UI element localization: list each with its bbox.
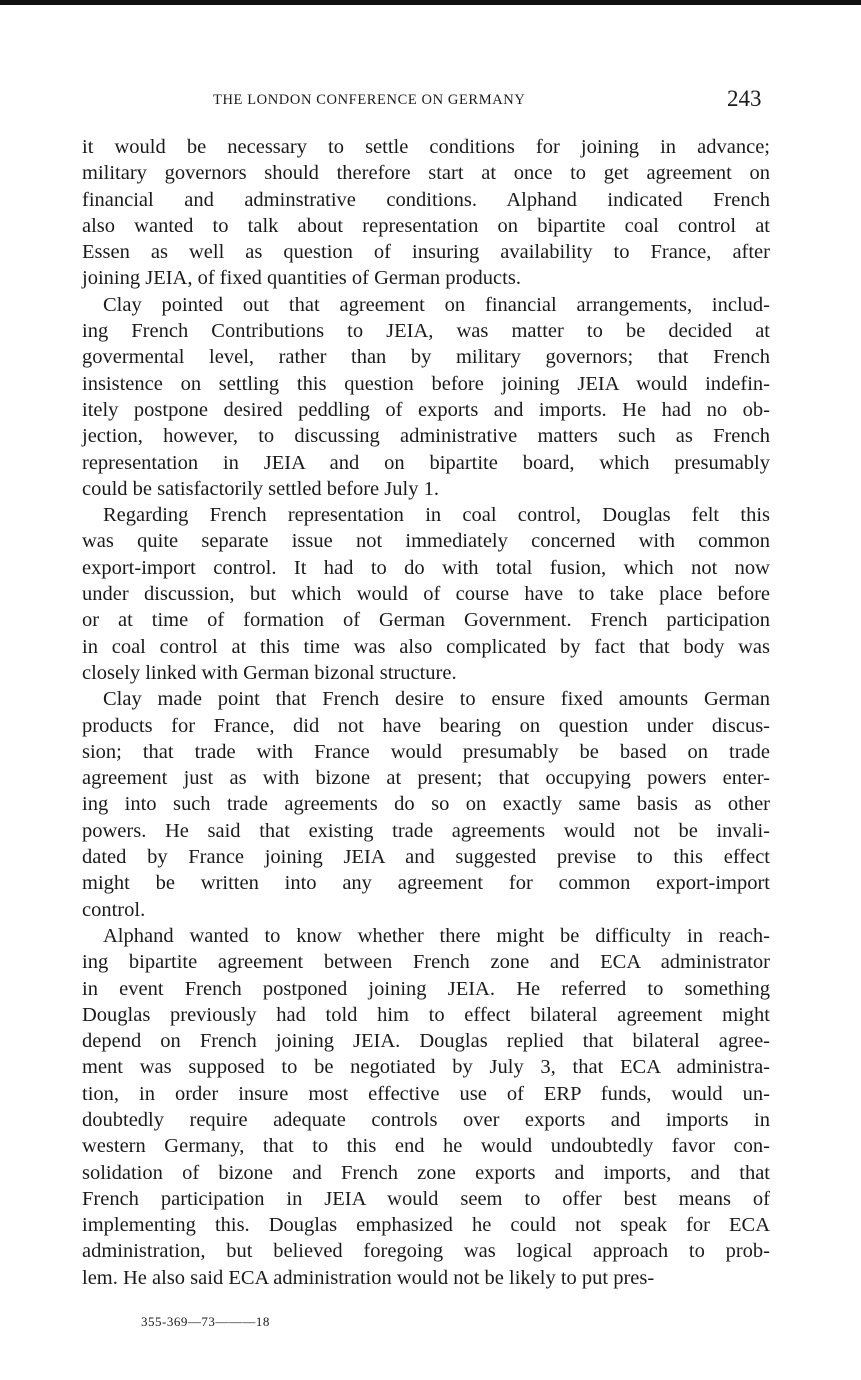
text-line: tion, in order insure most effective use of ERP funds, would un- bbox=[82, 1082, 770, 1105]
text-line: ment was supposed to be negotiated by July 3, that ECA administra- bbox=[82, 1056, 770, 1079]
text-line: implementing this. Douglas emphasized he could not speak for ECA bbox=[82, 1214, 770, 1237]
text-line: govermental level, rather than by military governors; that French bbox=[82, 346, 770, 369]
text-line: French participation in JEIA would seem to offer best means of bbox=[82, 1187, 770, 1210]
text-line: ing into such trade agreements do so on exactly same basis as other bbox=[82, 793, 770, 816]
text-line: doubtedly require adequate controls over exports and imports in bbox=[82, 1108, 770, 1131]
text-line: dated by France joining JEIA and suggested previse to this effect bbox=[82, 846, 770, 869]
text-line: military governors should therefore start at once to get agreement on bbox=[82, 162, 770, 185]
paragraph bbox=[82, 923, 770, 1291]
text-line: was quite separate issue not immediately concerned with common bbox=[82, 530, 770, 553]
text-line: or at time of formation of German Government. French participation bbox=[82, 609, 770, 632]
text-line: agreement just as with bizone at present; that occupying powers enter- bbox=[82, 767, 770, 790]
page-number: 243 bbox=[727, 86, 762, 111]
text-line: representation in JEIA and on bipartite board, which presumably bbox=[82, 451, 770, 474]
text-line: it would be necessary to settle conditions for joining in advance; bbox=[82, 136, 770, 158]
text-line: powers. He said that existing trade agreements would not be invali- bbox=[82, 819, 770, 842]
text-line: Alphand wanted to know whether there might be difficulty in reach- bbox=[103, 924, 770, 947]
text-line: insistence on settling this question before joining JEIA would indefin- bbox=[82, 372, 770, 395]
text-line: also wanted to talk about representation on bipartite coal control at bbox=[82, 214, 770, 237]
paragraph bbox=[82, 292, 770, 502]
text-line: Regarding French representation in coal control, Douglas felt this bbox=[103, 504, 770, 527]
text-line: ing bipartite agreement between French zone and ECA administrator bbox=[82, 951, 770, 974]
text-line: might be written into any agreement for common export-import bbox=[82, 872, 770, 895]
text-line: in event French postponed joining JEIA. He referred to something bbox=[82, 977, 770, 1000]
text-line: joining JEIA, of fixed quantities of German products. bbox=[82, 267, 521, 290]
text-line: sion; that trade with France would presumably be based on trade bbox=[82, 740, 770, 763]
text-line: Douglas previously had told him to effect bilateral agreement might bbox=[82, 1003, 770, 1026]
text-line: Essen as well as question of insuring availability to France, after bbox=[82, 241, 770, 264]
running-head bbox=[0, 86, 861, 116]
text-line: control. bbox=[82, 898, 146, 921]
text-line: products for France, did not have bearing on question under discus- bbox=[82, 714, 770, 737]
paragraph bbox=[82, 134, 770, 292]
text-line: Clay pointed out that agreement on financial arrangements, includ- bbox=[103, 293, 770, 316]
paragraph bbox=[82, 686, 770, 923]
running-title: THE LONDON CONFERENCE ON GERMANY bbox=[213, 92, 526, 108]
text-line: lem. He also said ECA administration would not be likely to put pres- bbox=[82, 1266, 655, 1289]
footer-print-code: 355-369—73———18 bbox=[141, 1314, 270, 1329]
text-line: closely linked with German bizonal structure. bbox=[82, 661, 457, 684]
text-line: under discussion, but which would of course have to take place before bbox=[82, 583, 770, 606]
paragraph bbox=[82, 502, 770, 686]
text-line: administration, but believed foregoing was logical approach to prob- bbox=[82, 1240, 770, 1263]
text-line: jection, however, to discussing administrative matters such as French bbox=[82, 425, 770, 448]
text-line: ing French Contributions to JEIA, was matter to be decided at bbox=[82, 320, 770, 343]
text-line: export-import control. It had to do with total fusion, which not now bbox=[82, 556, 770, 579]
text-line: itely postpone desired peddling of exports and imports. He had no ob- bbox=[82, 398, 770, 421]
body-text bbox=[82, 134, 770, 1291]
text-line: in coal control at this time was also complicated by fact that body was bbox=[82, 635, 770, 658]
text-line: solidation of bizone and French zone exports and imports, and that bbox=[82, 1161, 770, 1184]
text-line: financial and adminstrative conditions. Alphand indicated French bbox=[82, 188, 770, 211]
text-line: could be satisfactorily settled before July 1. bbox=[82, 477, 439, 500]
text-line: western Germany, that to this end he would undoubtedly favor con- bbox=[82, 1135, 770, 1158]
text-line: depend on French joining JEIA. Douglas replied that bilateral agree- bbox=[82, 1030, 770, 1053]
text-line: Clay made point that French desire to ensure fixed amounts German bbox=[103, 688, 770, 711]
top-border-rule bbox=[0, 0, 861, 5]
